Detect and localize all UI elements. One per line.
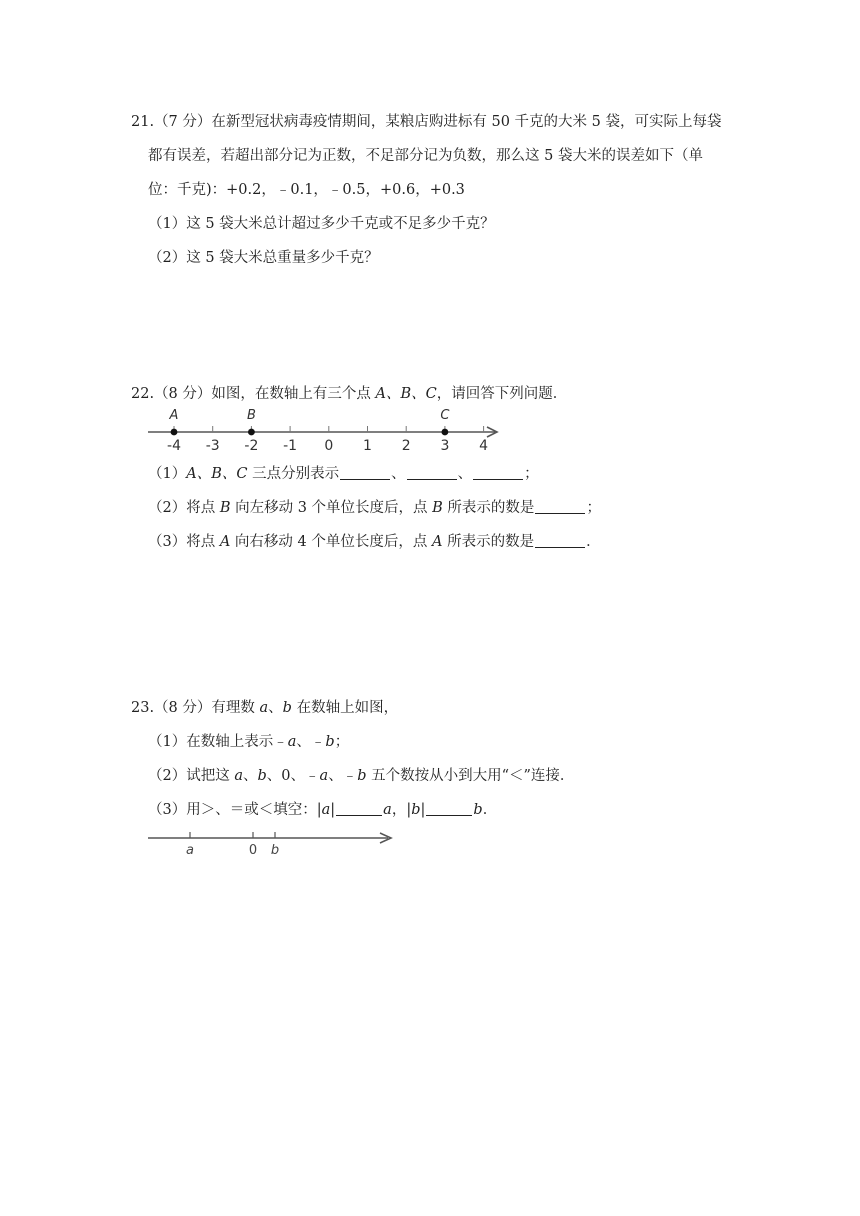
q22-tick-label: 2 [401,438,411,454]
q22-point-B [248,429,255,436]
q22-tick-label: 3 [440,438,450,454]
q23-label-b: b [270,843,280,858]
q22-tick-label: -1 [283,438,298,454]
q23-number-line [140,826,400,860]
q23-sub-3: （3）用＞、＝或＜填空：|a| a，|b| b． [148,802,498,818]
q22-tick-label: 0 [324,438,334,454]
q21-sub-2: （2）这 5 袋大米总重量多少千克？ [148,250,379,266]
q22-blank-2[interactable] [407,465,457,480]
q22-number-line [140,405,510,457]
q22-sub-3: （3）将点 A 向右移动 4 个单位长度后，点 A 所表示的数是 ． [148,534,601,550]
q22-point-C [442,429,449,436]
q22-blank-1[interactable] [340,465,390,480]
q21-sub-1: （1）这 5 袋大米总计超过多少千克或不足多少千克？ [148,216,495,232]
q22-blank-3[interactable] [473,465,523,480]
q23-blank-1[interactable] [336,801,382,816]
q22-sub-1: （1）A、B、C 三点分别表示 、 、 ； [148,466,539,482]
q22-tick-label: 4 [479,438,489,454]
q22-point-label-C: C [440,408,450,423]
q22-point-A [171,429,178,436]
q21-line-1: 21.（7 分）在新型冠状病毒疫情期间，某粮店购进标有 50 千克的大米 5 袋，可实际上每袋 [131,114,722,130]
q22-sub-2: （2）将点 B 向左移动 3 个单位长度后，点 B 所表示的数是 ； [148,500,601,516]
q23-label-a: a [186,843,194,858]
q22-tick-label: -2 [244,438,259,454]
q22-tick-label: 1 [363,438,372,454]
q23-blank-2[interactable] [426,801,472,816]
q21-line-2: 都有误差，若超出部分记为正数，不足部分记为负数，那么这 5 袋大米的误差如下（单 [148,148,703,164]
q22-point-label-A: A [169,408,179,423]
q22-point-label-B: B [246,408,256,423]
q23-line-1: 23.（8 分）有理数 a、b 在数轴上如图， [131,700,399,716]
q22-blank-5[interactable] [535,533,585,548]
q21-line-3: 位：千克)：+0.2，﹣0.1，﹣0.5，+0.6，+0.3 [148,182,465,198]
q22-line-1: 22.（8 分）如图，在数轴上有三个点 A、B、C，请回答下列问题． [131,386,568,402]
q23-sub-2: （2）试把这 a、b、0、﹣a、﹣b 五个数按从小到大用“＜”连接． [148,768,575,784]
q22-tick-label: -4 [167,438,181,454]
q22-tick-label: -3 [205,438,220,454]
q23-sub-1: （1）在数轴上表示﹣a、﹣b； [148,734,350,750]
q22-blank-4[interactable] [535,499,585,514]
q23-label-0: 0 [248,843,258,858]
